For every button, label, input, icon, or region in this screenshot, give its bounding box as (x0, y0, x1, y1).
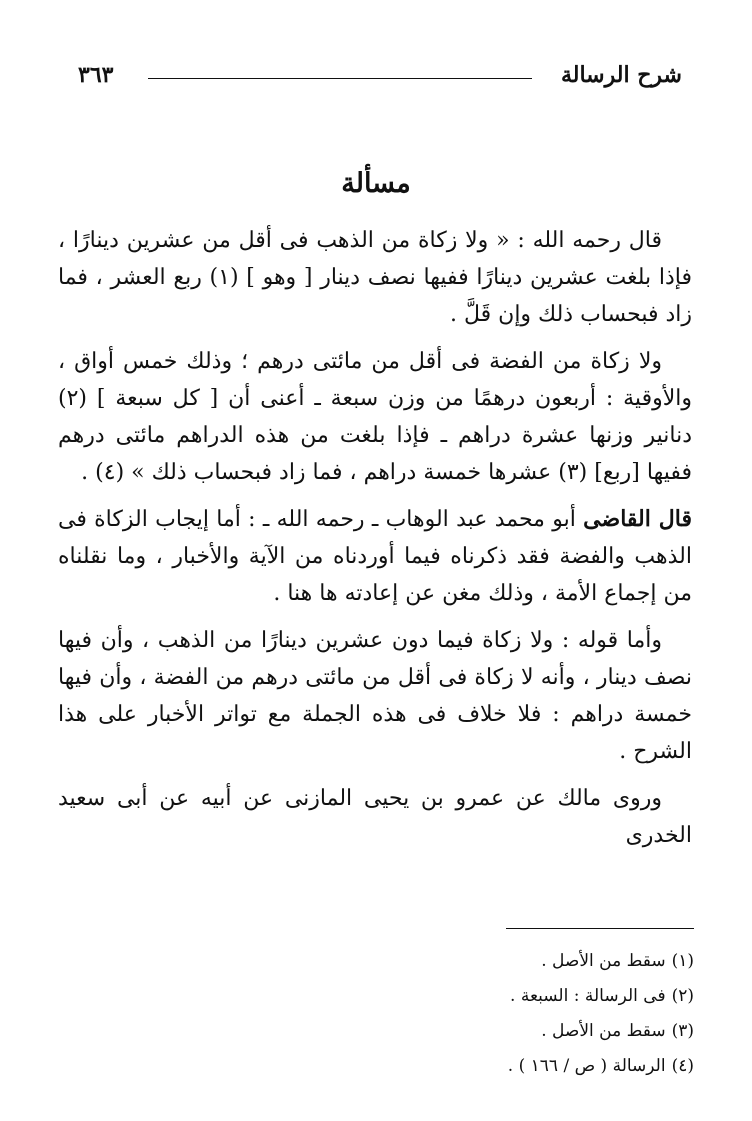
paragraph: وروى مالك عن عمرو بن يحيى المازنى عن أبيه عن أبى سعيد الخدرى (58, 786, 692, 848)
paragraph: وأما قوله : ولا زكاة فيما دون عشرين دينارًا من الذهب ، وأن فيها نصف دينار ، وأنه لا زكاة فى أقل من مائتى درهم من الفضة ، وأن فيها خمسة دراهم : فلا خلاف فى هذه الجملة مع تواتر الأخبار على هذا الشرح . (58, 628, 692, 764)
page-number: ٣٦٣ (78, 62, 114, 88)
footnotes (58, 944, 694, 1084)
footnote: (٤)الرسالة ( ص / ١٦٦ ) . (507, 1056, 694, 1076)
book-title: شرح الرسالة (560, 62, 682, 88)
footnote: (٢)فى الرسالة : السبعة . (510, 986, 694, 1006)
section-title: مسألة (341, 168, 411, 199)
footnote-rule (506, 928, 694, 929)
paragraph: قال القاضى أبو محمد عبد الوهاب ـ رحمه الله ـ : أما إيجاب الزكاة فى الذهب والفضة فقد ذكرناه فيما أوردناه من الآية والأخبار ، وما نقلناه من إجماع الأمة ، وذلك مغن عن إعادته ها هنا . (58, 506, 693, 606)
footnote: (٣)سقط من الأصل . (541, 1021, 694, 1041)
running-header (78, 62, 682, 90)
paragraph-lead: قال القاضى (583, 506, 693, 532)
header-rule (148, 78, 532, 79)
body-text (58, 222, 692, 864)
paragraph: ولا زكاة من الفضة فى أقل من مائتى درهم ؛ وذلك خمس أواق ، والأوقية : أربعون درهمًا من وزن سبعة ـ أعنى أن [ كل سبعة ] (٢) دنانير وزنها عشرة دراهم ـ فإذا بلغت من هذه الدراهم مائتى درهم ففيها [ربع] (٣) عشرها خمسة دراهم ، فما زاد فبحساب ذلك » (٤) . (58, 349, 692, 485)
paragraph: قال رحمه الله : « ولا زكاة من الذهب فى أقل من عشرين دينارًا ، فإذا بلغت عشرين دينارًا ففيها نصف دينار [ وهو ] (١) ربع العشر ، فما زاد فبحساب ذلك وإن قَلَّ . (58, 228, 692, 327)
footnote: (١)سقط من الأصل . (541, 951, 694, 971)
